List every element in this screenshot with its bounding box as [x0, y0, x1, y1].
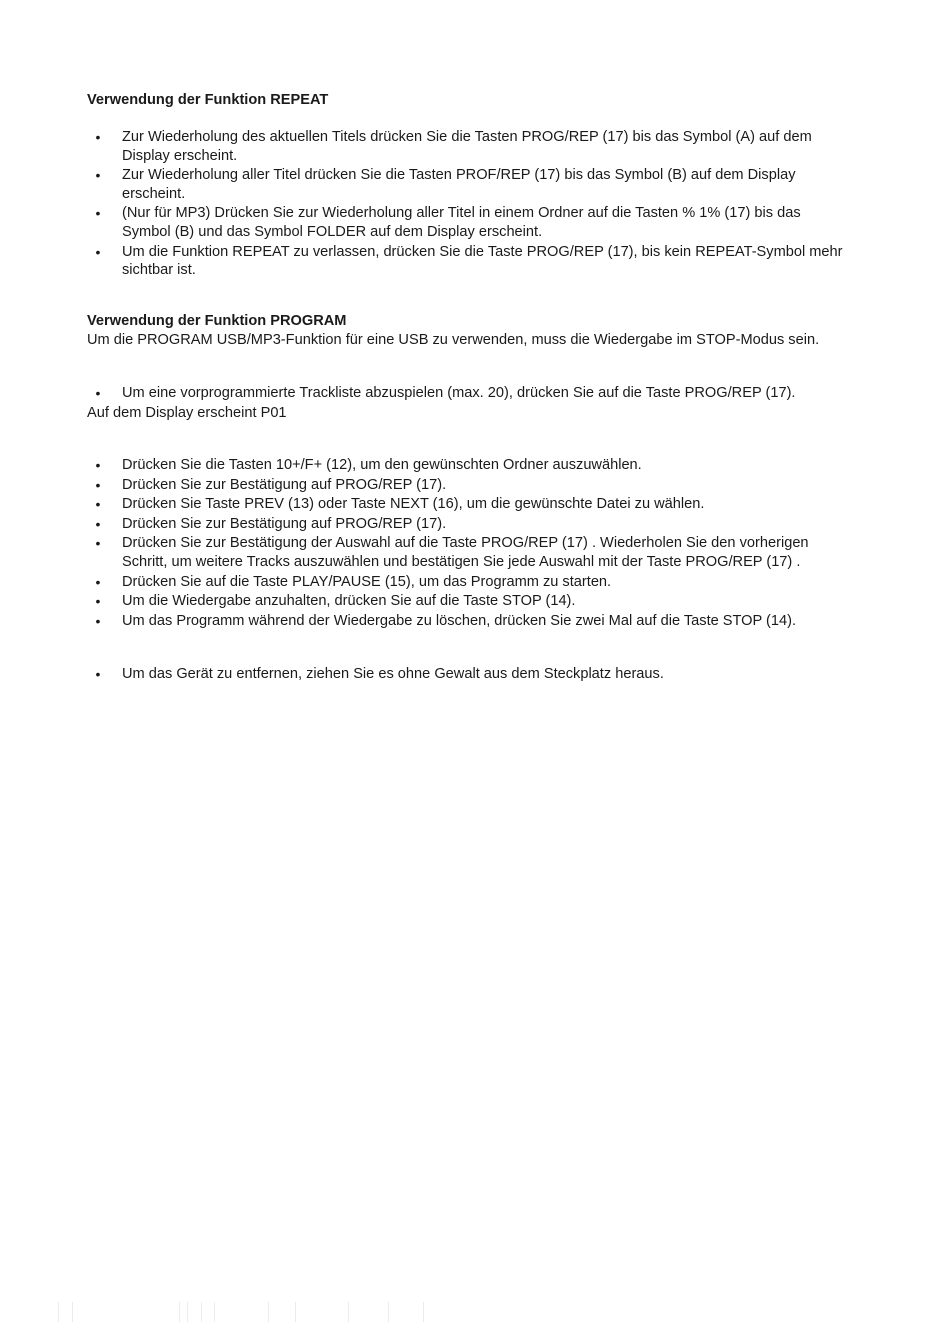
list-item-text: Drücken Sie Taste PREV (13) oder Taste NEXT (16), um die gewünschte Datei zu wählen.	[122, 496, 705, 513]
removal-list	[87, 665, 847, 684]
list-item-text: Zur Wiederholung des aktuellen Titels drücken Sie die Tasten PROG/REP (17) bis das Symbol (A) auf dem Display erscheint.	[122, 129, 812, 164]
list-item-text: Zur Wiederholung aller Titel drücken Sie die Tasten PROF/REP (17) bis das Symbol (B) auf dem Display erscheint.	[122, 167, 796, 202]
list-item	[87, 128, 847, 165]
list-item-text: (Nur für MP3) Drücken Sie zur Wiederholung aller Titel in einem Ordner auf die Tasten % 1% (17) bis das Symbol (B) und das Symbol FOLDER auf dem Display erscheint.	[122, 205, 801, 240]
list-item	[87, 456, 847, 475]
program-intro: Um die PROGRAM USB/MP3-Funktion für eine USB zu verwenden, muss die Wiedergabe im STOP-Modus sein.	[87, 331, 820, 348]
bullet-icon: •	[95, 205, 101, 222]
program-steps-list	[87, 456, 847, 630]
list-item-text: Um das Programm während der Wiedergabe zu löschen, drücken Sie zwei Mal auf die Taste STOP (14).	[122, 612, 797, 629]
bullet-icon: •	[95, 243, 101, 260]
list-item-text: Drücken Sie zur Bestätigung der Auswahl auf die Taste PROG/REP (17) . Wiederholen Sie den vorherigen Schritt, um weitere Tracks auszuwählen und bestätigen Sie jede Auswahl mit der Taste PROG/REP (17) .	[122, 535, 809, 570]
scan-artifact-marks	[55, 1302, 435, 1322]
list-item-text: Um das Gerät zu entfernen, ziehen Sie es ohne Gewalt aus dem Steckplatz heraus.	[122, 666, 664, 682]
list-item	[87, 476, 847, 495]
list-item-text: Um eine vorprogrammierte Trackliste abzuspielen (max. 20), drücken Sie auf die Taste PROG/REP (17).	[122, 385, 796, 401]
removal-wrapper	[87, 665, 847, 685]
bullet-icon: •	[95, 515, 101, 532]
bullet-icon: •	[95, 612, 101, 629]
list-item	[87, 612, 847, 631]
list-item	[87, 204, 847, 241]
repeat-heading: Verwendung der Funktion REPEAT	[87, 92, 329, 108]
list-item	[87, 243, 847, 280]
list-item	[87, 573, 847, 592]
program-first-wrapper	[87, 384, 847, 422]
list-item	[87, 495, 847, 514]
list-item	[87, 534, 847, 571]
bullet-icon: •	[95, 535, 101, 552]
bullet-icon: •	[95, 129, 101, 145]
repeat-list-wrapper	[87, 128, 847, 281]
program-section	[87, 312, 847, 349]
bullet-icon: •	[95, 457, 101, 473]
program-first-list	[87, 384, 847, 403]
program-heading: Verwendung der Funktion PROGRAM	[87, 313, 347, 329]
list-item	[87, 592, 847, 611]
list-item-text: Drücken Sie zur Bestätigung auf PROG/REP (17).	[122, 515, 447, 532]
repeat-list	[87, 128, 847, 280]
bullet-icon: •	[95, 666, 101, 682]
bullet-icon: •	[95, 496, 101, 513]
list-item	[87, 384, 847, 403]
list-item	[87, 665, 847, 684]
program-steps-wrapper	[87, 456, 847, 631]
bullet-icon: •	[95, 167, 101, 184]
bullet-icon: •	[95, 593, 101, 610]
list-item-text: Um die Funktion REPEAT zu verlassen, drücken Sie die Taste PROG/REP (17), bis kein REPEAT-Symbol mehr sichtbar ist.	[122, 243, 843, 279]
display-note: Auf dem Display erscheint P01	[87, 404, 287, 421]
list-item-text: Drücken Sie auf die Taste PLAY/PAUSE (15), um das Programm zu starten.	[122, 573, 612, 590]
list-item-text: Um die Wiedergabe anzuhalten, drücken Sie auf die Taste STOP (14).	[122, 593, 576, 610]
list-item	[87, 515, 847, 534]
repeat-section	[87, 91, 847, 110]
bullet-icon: •	[95, 476, 101, 493]
list-item-text: Drücken Sie die Tasten 10+/F+ (12), um den gewünschten Ordner auszuwählen.	[122, 457, 642, 473]
list-item	[87, 166, 847, 203]
list-item-text: Drücken Sie zur Bestätigung auf PROG/REP (17).	[122, 476, 447, 493]
bullet-icon: •	[95, 385, 101, 401]
bullet-icon: •	[95, 573, 101, 590]
